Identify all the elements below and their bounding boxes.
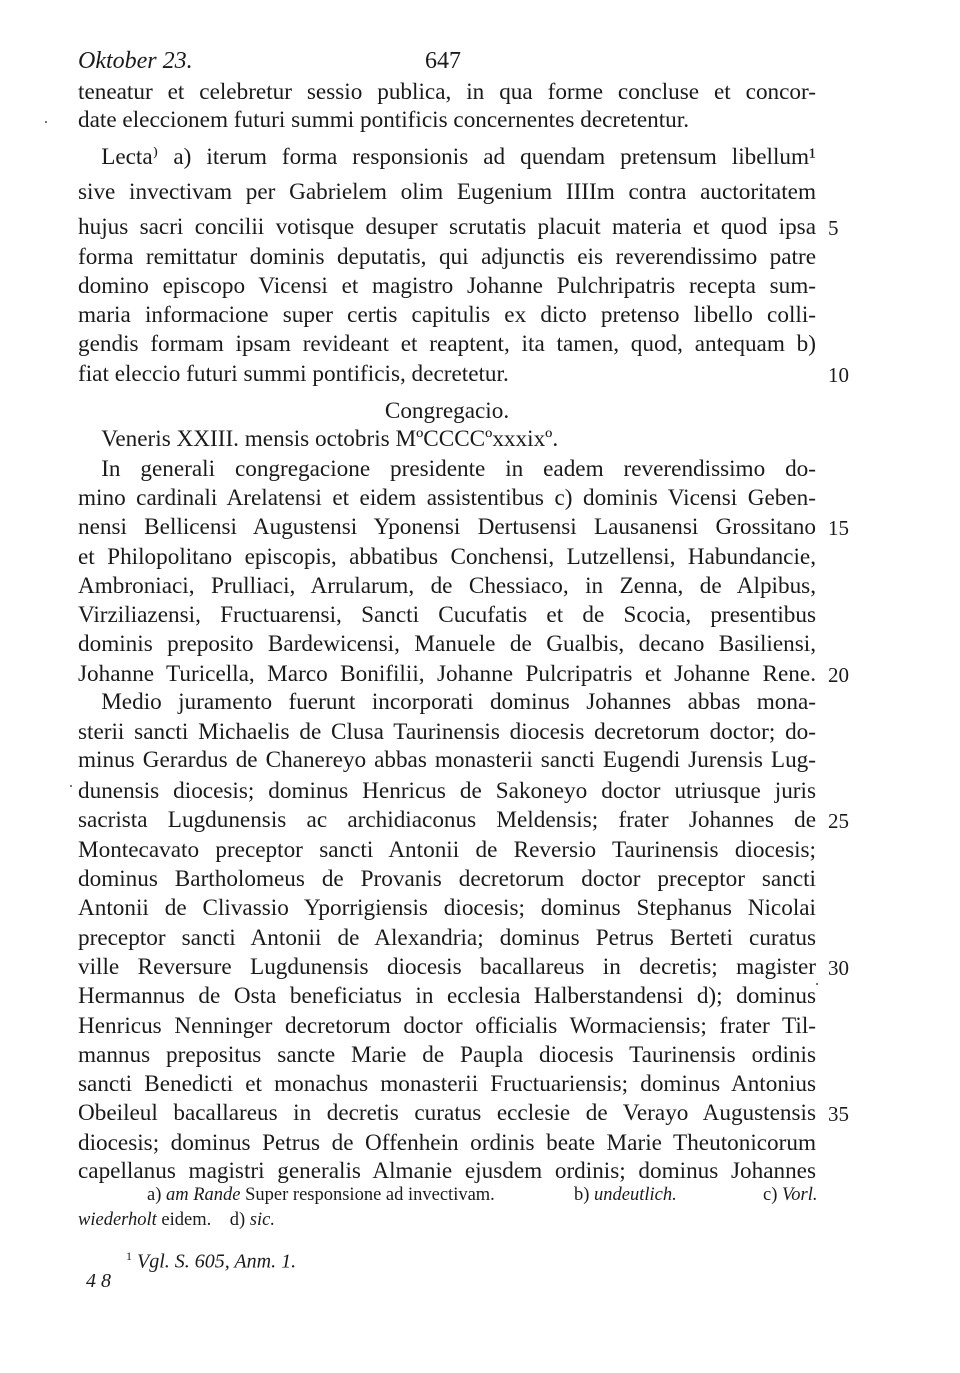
text-line: In generali congregacione presidente in eadem reverendissimo do- <box>78 456 816 482</box>
text-line: nensi Bellicensi Augustensi Yponensi Dertusensi Lausanensi Grossitano <box>78 514 816 540</box>
text-line: preceptor sancti Antonii de Alexandria; dominus Petrus Berteti curatus <box>78 925 816 951</box>
margin-dot <box>45 121 47 123</box>
text-line: Veneris XXIII. mensis octobris MºCCCCºxxxixº. <box>78 426 559 452</box>
footnote-a-text: Super responsione ad invectivam. <box>245 1185 495 1205</box>
text-line: Medio juramento fuerunt incorporati dominus Johannes abbas mona- <box>78 689 816 715</box>
page-number: 647 <box>425 48 461 74</box>
line-number: 5 <box>828 216 839 240</box>
text-line: Ambroniaci, Prulliaci, Arrularum, de Chessiaco, in Zenna, de Alpibus, <box>78 573 816 599</box>
footnote-1-text: Vgl. S. 605, Anm. 1. <box>137 1250 297 1273</box>
footnote-a <box>147 1183 495 1207</box>
footnote-1 <box>126 1244 296 1274</box>
text-line: Antonii de Clivassio Yporrigiensis diocesis; dominus Stephanus Nicolai <box>78 895 816 921</box>
footnote-b-text: undeutlich. <box>594 1185 677 1205</box>
text-line: Henricus Nenninger decretorum doctor officialis Wormaciensis; frater Til- <box>78 1013 816 1039</box>
text-line: mannus prepositus sancte Marie de Paupla diocesis Taurinensis ordinis <box>78 1042 816 1068</box>
text-line: Montecavato preceptor sancti Antonii de Reversio Taurinensis diocesis; <box>78 837 816 863</box>
line-number: 35 <box>828 1102 849 1126</box>
text-line: date eleccionem futuri summi pontificis concernentes decretentur. <box>78 107 690 133</box>
line-number: 25 <box>828 809 849 833</box>
text-line: sive invectivam per Gabrielem olim Eugenium IIIIm contra auctoritatem <box>78 179 816 205</box>
section-heading: Congregacio. <box>384 398 510 424</box>
text-line: Obeileul bacallareus in decretis curatus ecclesie de Verayo Augustensis <box>78 1100 816 1126</box>
text-line: mino cardinali Arelatensi et eidem assistentibus c) dominis Vicensi Geben- <box>78 485 816 511</box>
text-line: sacrista Lugdunensis ac archidiaconus Meldensis; frater Johannes de <box>78 807 816 833</box>
text-line: domino episcopo Vicensi et magistro Johanne Pulchripatris recepta sum- <box>78 273 816 299</box>
footnote-c-text3: eidem. <box>161 1210 212 1230</box>
line-number: 15 <box>828 516 849 540</box>
text-line: dominis preposito Bardewicensi, Manuele de Gualbis, decano Basiliensi, <box>78 631 816 657</box>
text-line: gendis formam ipsam revideant et reaptent, ita tamen, quod, antequam b) <box>78 331 816 357</box>
text-line: minus Gerardus de Chanereyo abbas monasterii sancti Eugendi Jurensis Lug- <box>78 747 816 773</box>
text-line: Virziliazensi, Fructuarensi, Sancti Cucufatis et de Scocia, presentibus <box>78 602 816 628</box>
footnote-c-mark: c) <box>763 1185 778 1205</box>
text-line: diocesis; dominus Petrus de Offenhein ordinis beate Marie Theutonicorum <box>78 1130 816 1156</box>
text-line: sterii sancti Michaelis de Clusa Taurinensis diocesis decretorum doctor; do- <box>78 719 816 745</box>
text-line: dominus Bartholomeus de Provanis decretorum doctor preceptor sancti <box>78 866 816 892</box>
text-line: maria informacione super certis capitulis ex dicto pretenso libello colli- <box>78 302 816 328</box>
text-line: teneatur et celebretur sessio publica, in qua forme concluse et concor- <box>78 79 816 105</box>
text-line: Johanne Turicella, Marco Bonifilii, Johanne Pulcripatris et Johanne Rene. <box>78 661 816 687</box>
footnote-d-mark: d) <box>229 1210 246 1230</box>
text-line: dunensis diocesis; dominus Henricus de Sakoneyo doctor utriusque juris <box>78 778 816 804</box>
line-number: 20 <box>828 663 849 687</box>
text-line: Hermannus de Osta beneficiatus in ecclesia Halberstandensi d); dominus <box>78 983 816 1009</box>
footnote-c <box>763 1183 817 1207</box>
footnote-a-mark: a) <box>147 1185 162 1205</box>
footnote-d-text: sic. <box>249 1210 275 1230</box>
text-line: capellanus magistri generalis Almanie ejusdem ordinis; dominus Johannes <box>78 1158 816 1184</box>
footnote-a-italic: am Rande <box>166 1185 241 1205</box>
line-number: 30 <box>828 956 849 980</box>
text-line: Lecta⁾ a) iterum forma responsionis ad quendam pretensum libellum¹ <box>78 144 816 170</box>
footnote-c-text2: wiederholt <box>78 1210 157 1230</box>
printer-signature: 4 8 <box>86 1270 111 1292</box>
text-line: sancti Benedicti et monachus monasterii Fructuariensis; dominus Antonius <box>78 1071 816 1097</box>
text-line: hujus sacri concilii votisque desuper scrutatis placuit materia et quod ipsa <box>78 214 816 240</box>
footnote-c-text1: Vorl. <box>782 1185 818 1205</box>
line-number: 10 <box>828 363 849 387</box>
margin-dot <box>70 785 72 787</box>
margin-dot <box>816 983 818 985</box>
footnote-b-mark: b) <box>574 1185 590 1205</box>
text-line: forma remittatur dominis deputatis, qui adjunctis eis reverendissimo patre <box>78 244 816 270</box>
text-line: ville Reversure Lugdunensis diocesis bacallareus in decretis; magister <box>78 954 816 980</box>
text-line: et Philopolitano episcopis, abbatibus Conchensi, Lutzellensi, Habundancie, <box>78 544 816 570</box>
footnote-b <box>574 1183 677 1207</box>
running-head: Oktober 23. <box>78 48 193 74</box>
footnote-1-mark: 1 <box>126 1249 132 1263</box>
text-line: fiat eleccio futuri summi pontificis, decretetur. <box>78 361 509 387</box>
footnote-c-cont <box>78 1208 275 1232</box>
